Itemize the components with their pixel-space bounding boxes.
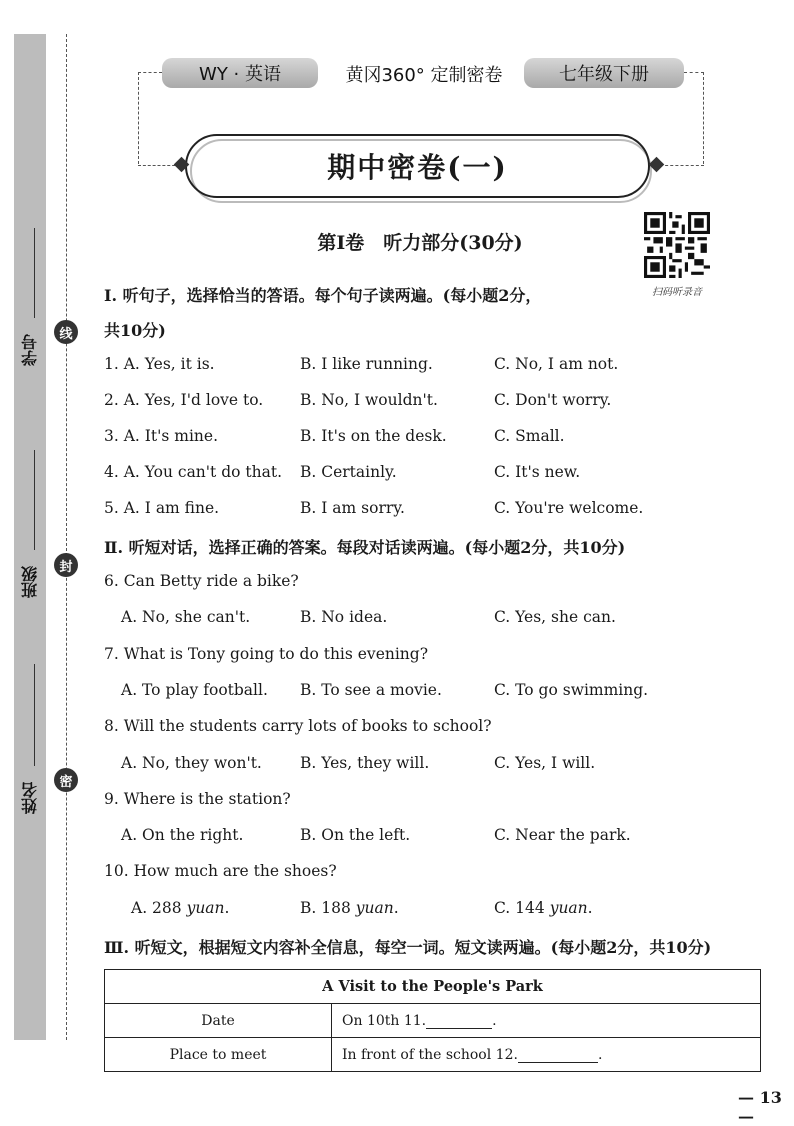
class-line [34,450,35,550]
answer-blank-12[interactable] [518,1048,598,1063]
q7-option-b: B. To see a movie. [300,681,442,699]
q9-option-a: A. On the right. [121,826,244,844]
student-no-line [34,228,35,318]
info-table [104,969,761,1072]
q10-question: 10. How much are the shoes? [104,862,337,880]
cut-line [66,34,67,1040]
row-label-place: Place to meet [105,1038,332,1072]
header-vdash-right [703,72,704,164]
table-row [105,1004,761,1038]
subject-pill: WY · 英语 [162,58,318,88]
student-no-label: 学号 [20,334,40,366]
q2-option-c: C. Don't worry. [494,391,612,409]
q7-option-c: C. To go swimming. [494,681,649,699]
binding-strip [14,34,46,1040]
series-name: 黄冈360° 定制密卷 [345,65,503,86]
q10-option-a: A. 288 yuan. [131,899,230,917]
table-row [105,1038,761,1072]
page-title: 期中密卷(一) [327,151,508,184]
q2-option-a: 2. A. Yes, I'd love to. [104,391,264,409]
q1-option-b: B. I like running. [300,355,433,373]
q8-question: 8. Will the students carry lots of books to school? [104,717,492,735]
header-vdash-left [138,72,139,164]
q6-option-b: B. No idea. [300,608,388,626]
q6-option-a: A. No, she can't. [121,608,251,626]
q4-option-c: C. It's new. [494,463,581,481]
page-number: — 13 — [738,1088,782,1126]
q4-option-b: B. Certainly. [300,463,397,481]
name-label: 姓名 [20,782,40,814]
q1-option-c: C. No, I am not. [494,355,619,373]
qr-code-icon[interactable] [644,212,710,278]
part3-heading: Ⅲ. 听短文，根据短文内容补全信息，每空一词。短文读两遍。(每小题2分，共10分) [104,938,712,957]
row-label-date: Date [105,1004,332,1038]
q1-option-a: 1. A. Yes, it is. [104,355,215,373]
title-dash-right [660,165,704,166]
q6-question: 6. Can Betty ride a bike? [104,572,299,590]
q8-option-a: A. No, they won't. [121,754,262,772]
q9-option-b: B. On the left. [300,826,411,844]
name-line [34,664,35,766]
q3-option-b: B. It's on the desk. [300,427,447,445]
row-value-place: In front of the school 12. . [332,1038,761,1072]
q2-option-b: B. No, I wouldn't. [300,391,438,409]
qr-caption: 扫码听录音 [652,287,702,298]
class-label: 班级 [20,566,40,598]
q5-option-a: 5. A. I am fine. [104,499,220,517]
q6-option-c: C. Yes, she can. [494,608,616,626]
row-value-date: On 10th 11. . [332,1004,761,1038]
section-title: 第Ⅰ卷 听力部分(30分) [317,232,523,254]
q9-option-c: C. Near the park. [494,826,631,844]
seal-line-mark: 线 [54,320,78,344]
q9-question: 9. Where is the station? [104,790,291,808]
q7-question: 7. What is Tony going to do this evening? [104,645,429,663]
part1-heading: Ⅰ. 听句子，选择恰当的答语。每个句子读两遍。(每小题2分， [104,286,542,305]
q8-option-c: C. Yes, I will. [494,754,596,772]
q4-option-a: 4. A. You can't do that. [104,463,283,481]
answer-blank-11[interactable] [426,1014,492,1029]
q5-option-c: C. You're welcome. [494,499,644,517]
q8-option-b: B. Yes, they will. [300,754,430,772]
q3-option-c: C. Small. [494,427,565,445]
table-title: A Visit to the People's Park [105,970,761,1004]
q3-option-a: 3. A. It's mine. [104,427,218,445]
part1-heading-cont: 共10分) [104,321,166,340]
q5-option-b: B. I am sorry. [300,499,405,517]
seal-dense-mark: 密 [54,768,78,792]
part2-heading: Ⅱ. 听短对话，选择正确的答案。每段对话读两遍。(每小题2分，共10分) [104,538,626,557]
header-dash-right [684,72,704,73]
q10-option-b: B. 188 yuan. [300,899,399,917]
header-dash-left [138,72,162,73]
seal-seal-mark: 封 [54,553,78,577]
q7-option-a: A. To play football. [121,681,268,699]
grade-pill: 七年级下册 [524,58,684,88]
q10-option-c: C. 144 yuan. [494,899,593,917]
